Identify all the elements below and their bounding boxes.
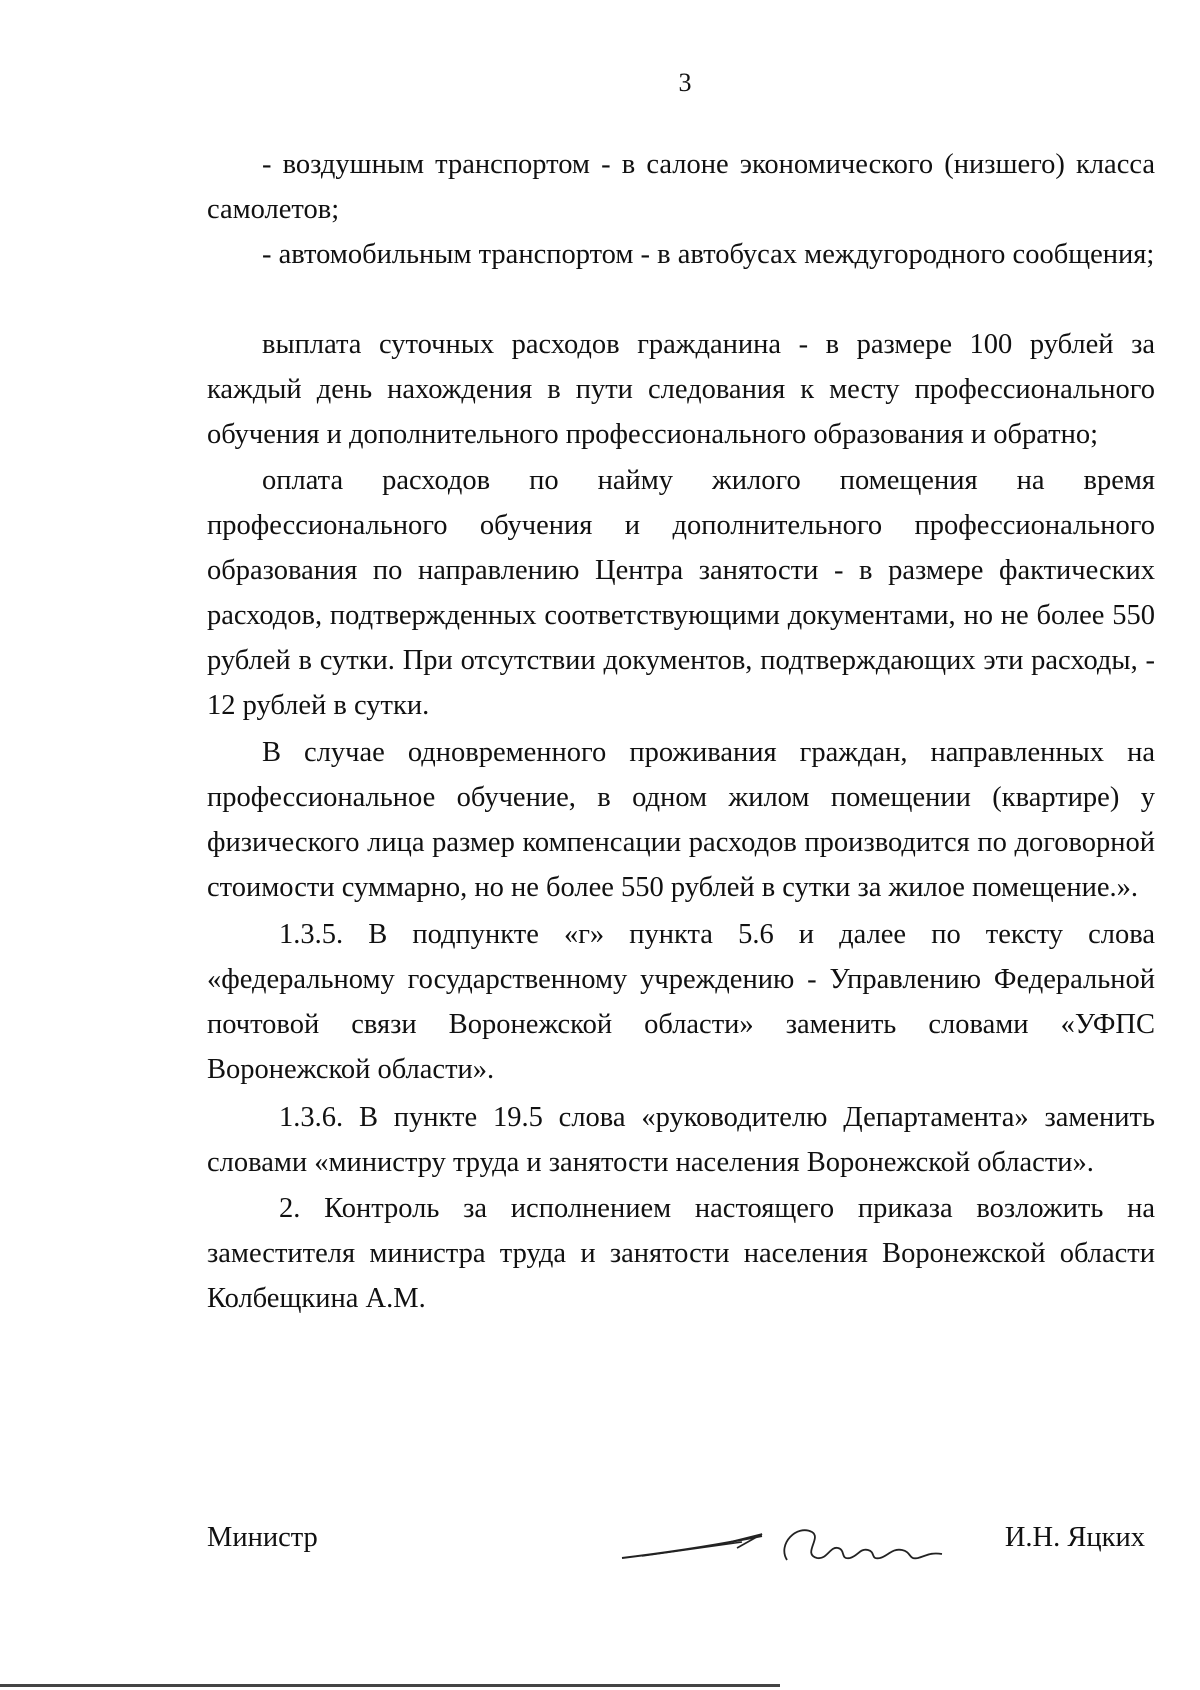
- paragraph-shared-housing: В случае одновременного проживания граждан, направленных на профессиональное обучение, в одном жилом помещении (квартире) у физического лица размер компенсации расходов производится по договорной стоимости суммарно, но не более 550 рублей в сутки за жилое помещение.».: [207, 737, 1155, 903]
- paragraph-road-transport: - автомобильным транспортом - в автобусах междугородного сообщения;: [262, 239, 1155, 270]
- paragraph-air-transport: - воздушным транспортом - в салоне экономического (низшего) класса самолетов;: [207, 149, 1155, 225]
- paragraph-daily-allowance: выплата суточных расходов гражданина - в размере 100 рублей за каждый день нахождения в пути следования к месту профессионального обучения и дополнительного профессионального образования и обратно;: [207, 329, 1155, 450]
- scan-artifact-line: [0, 1684, 780, 1687]
- page-number: 3: [678, 68, 692, 97]
- paragraph-1-3-6: 1.3.6. В пункте 19.5 слова «руководителю Департамента» заменить словами «министру труда и занятости населения Воронежской области».: [207, 1102, 1155, 1178]
- paragraph-housing-costs: оплата расходов по найму жилого помещения на время профессионального обучения и дополнительного профессионального образования по направлению Центра занятости - в размере фактических расходов, подтвержденных соответствующими документами, но не более 550 рублей в сутки. При отсутствии документов, подтверждающих эти расходы, - 12 рублей в сутки.: [207, 465, 1155, 721]
- paragraph-control-clause: 2. Контроль за исполнением настоящего приказа возложить на заместителя министра труда и занятости населения Воронежской области Колбещкина А.М.: [207, 1193, 1155, 1314]
- paragraph-1-3-5: 1.3.5. В подпункте «г» пункта 5.6 и далее по тексту слова «федеральному государственному учреждению - Управлению Федеральной почтовой связи Воронежской области» заменить словами «УФПС Воронежской области».: [207, 919, 1155, 1085]
- signature-block: [207, 1514, 1155, 1574]
- signer-name: И.Н. Яцких: [1004, 1522, 1145, 1553]
- signer-title: Министр: [207, 1522, 318, 1553]
- handwritten-signature: [612, 1514, 952, 1570]
